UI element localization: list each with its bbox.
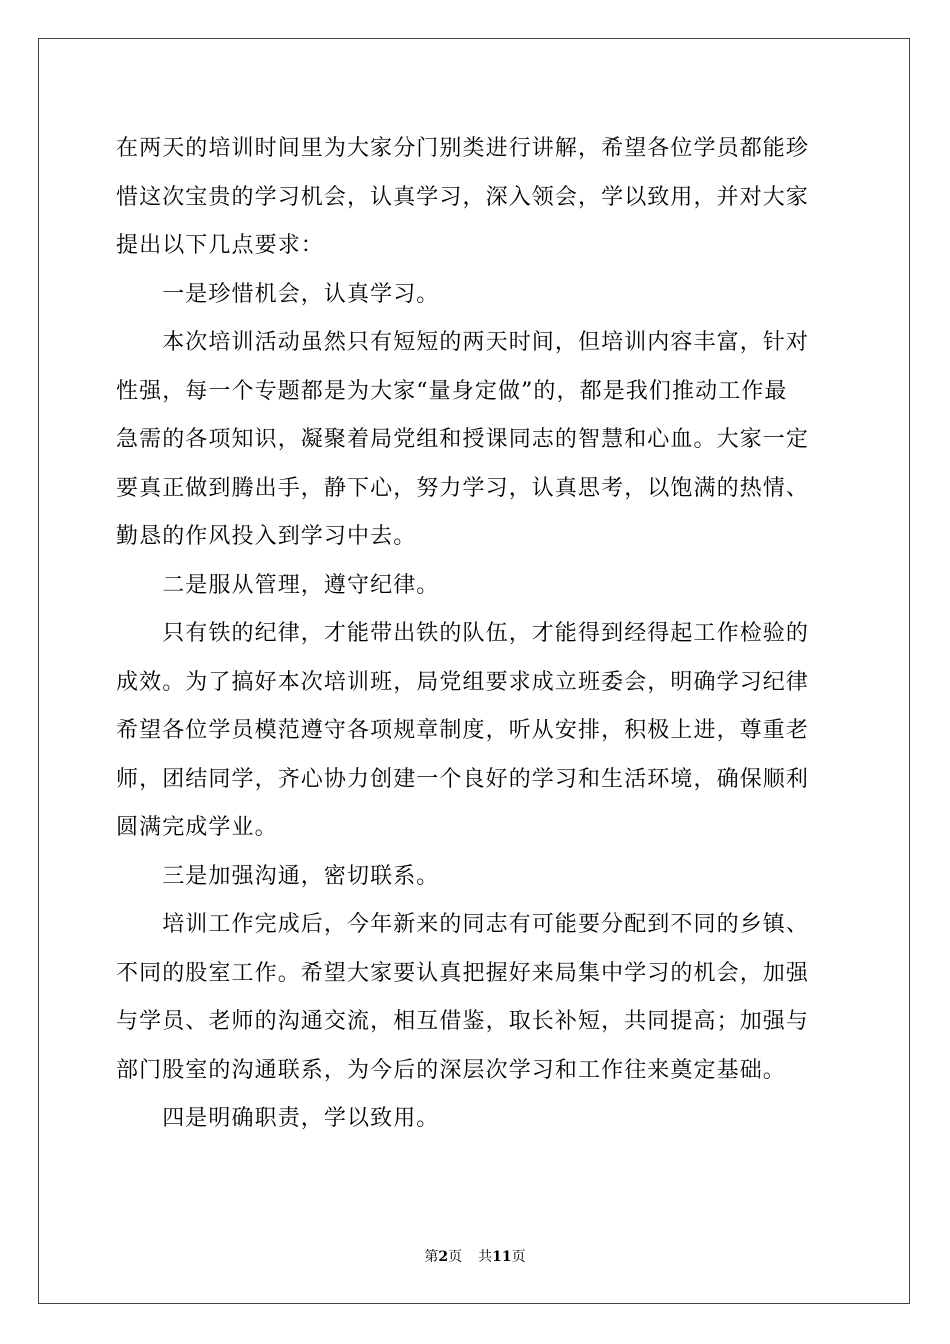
page-number: 2 [438,1249,449,1265]
text-line: 性强，每一个专题都是为大家“量身定做”的，都是我们推动工作最 [116,378,788,404]
text-line: 培训工作完成后，今年新来的同志有可能要分配到不同的乡镇、 [116,912,810,937]
total-prefix: 共 [478,1249,493,1265]
text-line: 不同的股室工作。希望大家要认真把握好来局集中学习的机会，加强 [116,960,810,986]
section-heading: 二是服从管理，遵守纪律。 [116,572,440,598]
section-heading: 三是加强沟通，密切联系。 [116,863,440,889]
document-body [116,125,836,1144]
page-suffix: 页 [448,1249,463,1265]
text-line: 与学员、老师的沟通交流，相互借鉴，取长补短，共同提高；加强与 [116,1009,810,1034]
page-prefix: 第 [424,1249,439,1265]
total-suffix: 页 [511,1249,526,1265]
text-line: 圆满完成学业。 [116,815,278,840]
text-line: 提出以下几点要求： [116,233,324,258]
text-line: 本次培训活动虽然只有短短的两天时间，但培训内容丰富，针对 [116,330,810,355]
text-line: 师，团结同学，齐心协力创建一个良好的学习和生活环境，确保顺利 [116,766,810,792]
total-pages: 11 [492,1249,512,1265]
text-line: 成效。为了搞好本次培训班，局党组要求成立班委会，明确学习纪律 [116,669,810,695]
section-heading: 四是明确职责，学以致用。 [116,1106,440,1131]
text-line: 希望各位学员模范遵守各项规章制度，听从安排，积极上进，尊重老 [116,718,810,743]
text-line: 只有铁的纪律，才能带出铁的队伍，才能得到经得起工作检验的 [116,621,810,646]
text-line: 在两天的培训时间里为大家分门别类进行讲解，希望各位学员都能珍 [116,136,810,161]
section-heading: 一是珍惜机会，认真学习。 [116,281,440,307]
text-line: 惜这次宝贵的学习机会，认真学习，深入领会，学以致用，并对大家 [116,184,810,210]
text-line: 部门股室的沟通联系，为今后的深层次学习和工作往来奠定基础。 [116,1057,786,1083]
page-footer [0,1247,950,1267]
text-line: 勤恳的作风投入到学习中去。 [116,524,417,549]
text-line: 急需的各项知识，凝聚着局党组和授课同志的智慧和心血。大家一定 [116,427,810,452]
text-line: 要真正做到腾出手，静下心，努力学习，认真思考，以饱满的热情、 [116,475,810,501]
